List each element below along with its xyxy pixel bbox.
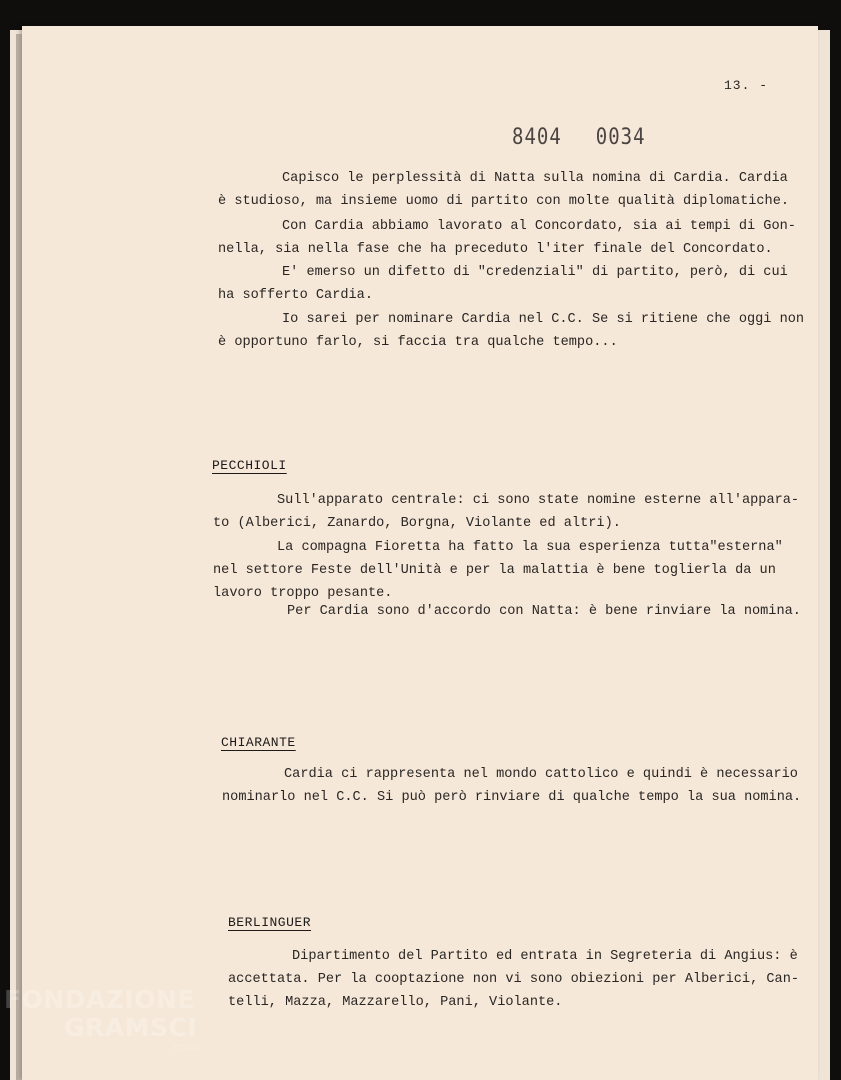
- heading-pecchioli: PECCHIOLI: [212, 458, 287, 473]
- archive-stamp: [512, 124, 646, 149]
- pecchioli-paragraph-1: Sull'apparato centrale: ci sono state nomine esterne all'appara- to (Alberici, Zanardo, Borgna, Violante ed altri).: [213, 493, 800, 531]
- heading-chiarante: CHIARANTE: [221, 735, 296, 750]
- pecchioli-paragraph-2: La compagna Fioretta ha fatto la sua esperienza tutta"esterna" nel settore Feste dell'Unità e per la malattia è bene toglierla da un lavoro troppo pesante.: [213, 540, 783, 601]
- document-page: [22, 26, 818, 1080]
- watermark-line1: FONDAZIONE: [4, 985, 196, 1014]
- watermark-sub: onlus: [174, 1043, 201, 1053]
- pecchioli-paragraph-3: Per Cardia sono d'accordo con Natta: è bene rinviare la nomina.: [287, 604, 801, 619]
- chiarante-paragraph-1: Cardia ci rappresenta nel mondo cattolico e quindi è necessario nominarlo nel C.C. Si può però rinviare di qualche tempo la sua nomina.: [222, 767, 802, 805]
- fondazione-gramsci-watermark: [4, 985, 201, 1053]
- stamp-part2: 0034: [595, 124, 646, 150]
- berlinguer-paragraph-1: Dipartimento del Partito ed entrata in Segreteria di Angius: è accettata. Per la cooptazione non vi sono obiezioni per Alberici, Can- telli, Mazza, Mazzarello, Pani, Violante.: [228, 949, 800, 1010]
- intro-paragraph-2: Con Cardia abbiamo lavorato al Concordato, sia ai tempi di Gon- nella, sia nella fase che ha preceduto l'iter finale del Concordato.: [218, 219, 796, 257]
- stamp-part1: 8404: [512, 124, 562, 150]
- page-number: 13. -: [723, 78, 768, 93]
- intro-paragraph-4: Io sarei per nominare Cardia nel C.C. Se si ritiene che oggi non è opportuno farlo, si faccia tra qualche tempo...: [218, 312, 805, 350]
- intro-paragraph-1-text: Capisco le perplessità di Natta sulla nomina di Cardia. Cardia è studioso, ma insieme uomo di partito con molte qualità diplomatiche.: [218, 171, 790, 209]
- heading-berlinguer: BERLINGUER: [228, 915, 312, 930]
- watermark-line2: GRAMSCI: [64, 1013, 198, 1042]
- intro-paragraph-3: E' emerso un difetto di "credenziali" di partito, però, di cui ha sofferto Cardia.: [218, 265, 788, 303]
